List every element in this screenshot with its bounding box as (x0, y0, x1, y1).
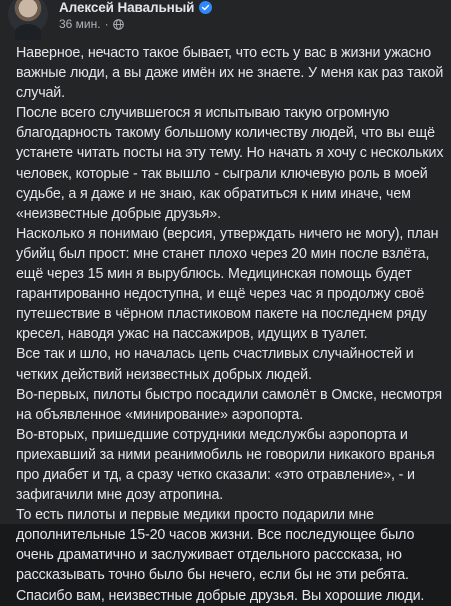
post-header (8, 0, 212, 38)
post-timestamp-row (59, 17, 212, 31)
post-meta (59, 0, 212, 31)
post-paragraph: После всего случившегося я испытываю такую огромную благодарность такому большому количеству людей, что вы ещё устанете читать посты на эту тему. Но начать я хочу с нескольких человек, которые - так вышло - сыграли ключевую роль в моей судьбе, а я даже и не знаю, как обратиться к ним иначе, чем «неизвестные добрые друзья». (16, 105, 444, 222)
post-paragraph: Все так и шло, но началась цепь счастливых случайностей и четких действий неизвестных добрых людей. (16, 346, 414, 383)
separator-dot: · (104, 17, 109, 31)
post-body (16, 43, 448, 606)
post-paragraph: Наверное, нечасто такое бывает, что есть у вас в жизни ужасно важные люди, а вы даже имён их не знаете. У меня как раз такой случай. (16, 45, 444, 102)
globe-icon[interactable] (113, 19, 124, 30)
author-name[interactable]: Алексей Навальный (59, 0, 195, 15)
verified-badge-icon (199, 1, 212, 14)
post-paragraph: Во-вторых, пришедшие сотрудники медслужбы аэропорта и приехавший за ними реанимобиль не говорили никакого вранья про диабет и тд, а сразу четко сказали: «это отравление», - и зафигачили мне дозу атропина. (16, 426, 435, 504)
author-avatar[interactable] (8, 0, 48, 34)
author-row (59, 0, 212, 16)
post-paragraph: Насколько я понимаю (версия, утверждать ничего не могу), план убийц был прост: мне станет плохо через 20 мин после взлёта, ещё через 15 мин я вырублюсь. Медицинская помощь будет гарантированно недоступна, и ещё через час я продолжу своё путешествие в чёрном пластиковом пакете на последнем ряду кресел, наводя ужас на пассажиров, идущих в туалет. (16, 225, 439, 343)
post-paragraph: Спасибо вам, неизвестные добрые друзья. Вы хорошие люди. (16, 587, 425, 604)
post-paragraph: То есть пилоты и первые медики просто подарили мне дополнительные 15-20 часов жизни. Все последующее было очень драматично и заслуживает отдельного расссказа, но рассказывать точно было бы нечего, если бы не эти ребята. (16, 507, 415, 584)
post-timestamp[interactable]: 36 мин. (59, 17, 101, 31)
post-paragraph: Во-первых, пилоты быстро посадили самолёт в Омске, несмотря на объявленное «минирование» аэропорта. (16, 386, 443, 423)
